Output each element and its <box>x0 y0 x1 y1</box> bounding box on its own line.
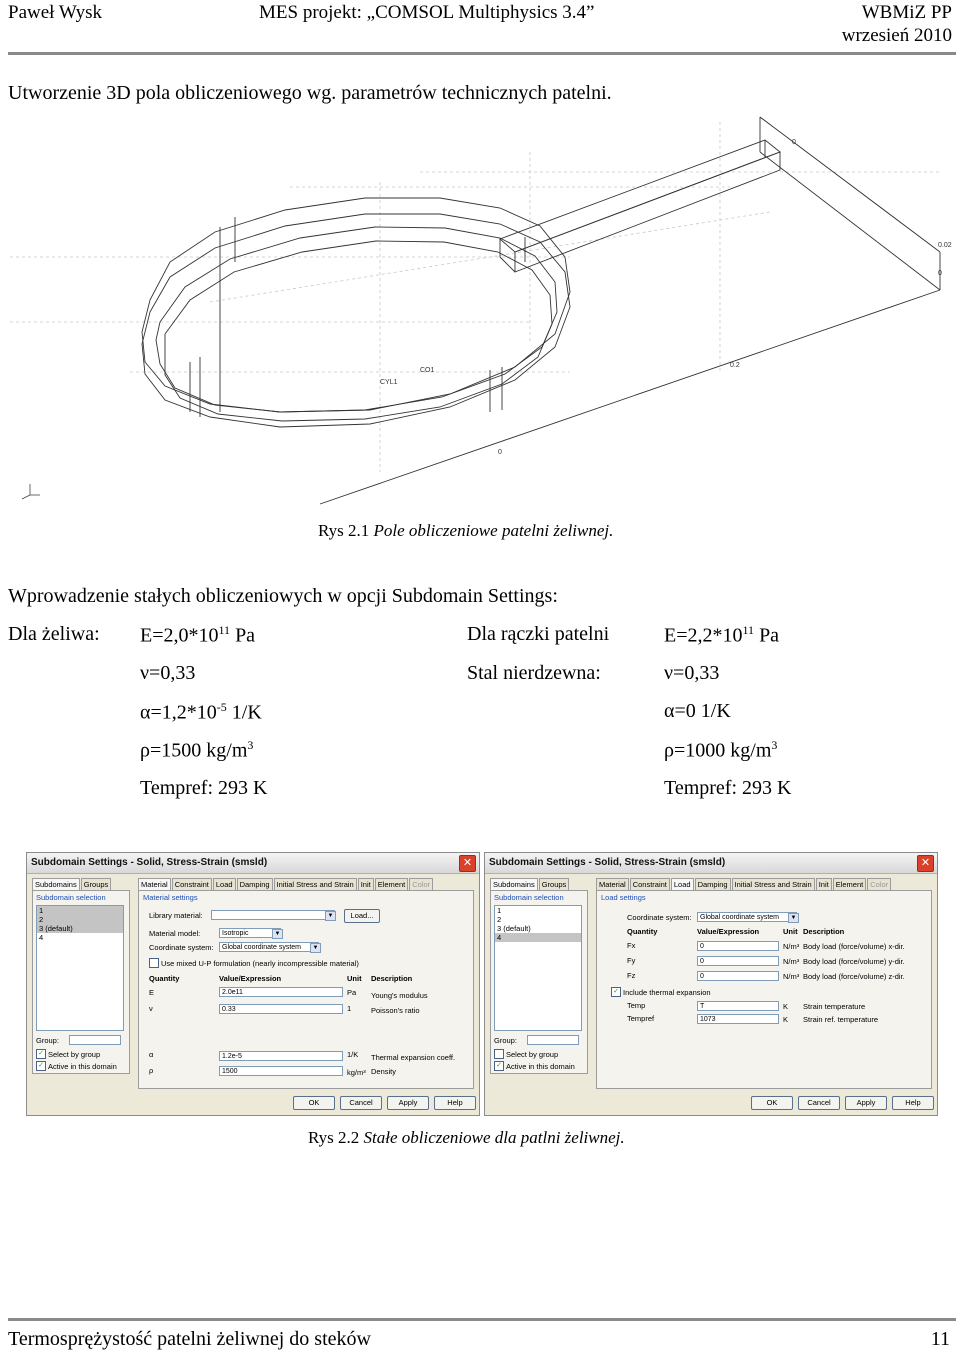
subdomain-item[interactable]: 2 <box>37 915 123 924</box>
tab-damping[interactable]: Damping <box>695 878 731 890</box>
quantity-symbol: ρ <box>149 1066 154 1075</box>
cast-iron-label: Dla żeliwa: <box>8 623 100 645</box>
subdomain-item[interactable]: 3 (default) <box>497 924 531 933</box>
library-material-label: Library material: <box>149 911 203 920</box>
figure2-caption: Rys 2.2 Stałe obliczeniowe dla patlni żeliwnej. <box>308 1128 625 1147</box>
cast-iron-alpha: $\alpha=1,2*10^{-5}$ 1/K <box>140 700 262 724</box>
header-author: Paweł Wysk <box>8 2 103 23</box>
steel-rho: ρ=1000 $kg/m^3$ <box>664 738 778 762</box>
close-icon[interactable]: ✕ <box>459 855 476 872</box>
subdomain-list[interactable] <box>494 905 582 1031</box>
coordinate-system-select[interactable]: Global coordinate system <box>219 942 319 952</box>
tab-element[interactable]: Element <box>375 878 409 890</box>
description-text: Body load (force/volume) x-dir. <box>803 942 905 951</box>
subdomain-panel <box>32 890 130 1074</box>
tab-load[interactable]: Load <box>671 878 694 890</box>
subdomain-item[interactable]: 2 <box>497 915 502 924</box>
chevron-down-icon[interactable]: ▼ <box>272 929 283 939</box>
load-settings-heading: Load settings <box>601 893 646 902</box>
axis-label-0b: 0 <box>938 270 942 277</box>
col-unit: Unit <box>783 927 798 936</box>
group-select[interactable] <box>527 1035 579 1045</box>
label-cyl1: CYL1 <box>380 379 398 386</box>
label-co1: CO1 <box>420 367 435 374</box>
tab-color[interactable]: Color <box>409 878 433 890</box>
steel-tempref: Tempref: 293 K <box>664 777 792 799</box>
material-model-label: Material model: <box>149 929 201 938</box>
header-date: wrzesień 2010 <box>841 25 952 46</box>
unit-text: N/m³ <box>783 972 800 981</box>
cast-iron-tempref: Tempref: 293 K <box>140 777 268 799</box>
group-select[interactable] <box>69 1035 121 1045</box>
ok-button[interactable]: OK <box>293 1096 335 1110</box>
tab-element[interactable]: Element <box>833 878 867 890</box>
tab-constraint[interactable]: Constraint <box>172 878 212 890</box>
subdomain-item[interactable]: 4 <box>39 933 44 942</box>
body-load-y-input[interactable]: 0 <box>697 956 779 966</box>
cast-iron-nu: ν=0,33 <box>140 662 196 684</box>
subdomain-item[interactable]: 4 <box>495 933 581 942</box>
ok-button[interactable]: OK <box>751 1096 793 1110</box>
cast-iron-E: $E=2,0*10^{11}$ Pa <box>140 623 256 647</box>
subdomain-item[interactable]: 1 <box>37 906 123 915</box>
unit-text: Pa <box>347 988 357 997</box>
body-load-z-input[interactable]: 0 <box>697 971 779 981</box>
section-intro: Wprowadzenie stałych obliczeniowych w opcji Subdomain Settings: <box>8 585 558 607</box>
axis-label-02: 0.2 <box>730 362 740 369</box>
apply-button[interactable]: Apply <box>387 1096 429 1110</box>
col-quantity: Quantity <box>149 974 180 983</box>
subdomain-list[interactable] <box>36 905 124 1031</box>
steel-E: $E=2,2*10^{11}$ Pa <box>664 623 780 647</box>
youngs-modulus-input[interactable]: 2.0e11 <box>219 987 343 997</box>
subdomain-settings-dialog-material <box>26 852 480 1116</box>
footer-rule <box>8 1318 956 1321</box>
col-description: Description <box>803 927 845 936</box>
help-button[interactable]: Help <box>892 1096 934 1110</box>
axis-label-0a: 0 <box>792 139 796 146</box>
tab-init[interactable]: Init <box>358 878 374 890</box>
subdomain-selection-heading: Subdomain selection <box>36 893 106 902</box>
select-by-group-checkbox[interactable]: ✓ Select by group <box>36 1049 100 1059</box>
unit-text: N/m³ <box>783 942 800 951</box>
chevron-down-icon[interactable]: ▼ <box>310 943 321 953</box>
axis-label-0c: 0 <box>498 449 502 456</box>
handle-label: Dla rączki patelni <box>467 623 610 645</box>
tab-initial-stress[interactable]: Initial Stress and Strain <box>732 878 815 890</box>
cancel-button[interactable]: Cancel <box>798 1096 840 1110</box>
group-label: Group: <box>494 1036 517 1045</box>
steel-alpha: α=0 1/K <box>664 700 731 722</box>
unit-text: K <box>783 1002 789 1011</box>
tab-initial-stress[interactable]: Initial Stress and Strain <box>274 878 357 890</box>
steel-nu: ν=0,33 <box>664 662 720 684</box>
tab-subdomains[interactable]: Subdomains <box>490 878 538 890</box>
col-unit: Unit <box>347 974 362 983</box>
tab-color[interactable]: Color <box>867 878 891 890</box>
page-number: 11 <box>930 1328 950 1350</box>
body-load-x-input[interactable]: 0 <box>697 941 779 951</box>
coordinate-system-select[interactable]: Global coordinate system <box>697 912 797 922</box>
coordinate-system-label: Coordinate system: <box>149 943 214 952</box>
subdomain-panel <box>490 890 588 1074</box>
description-text: Thermal expansion coeff. <box>371 1053 456 1062</box>
strain-ref-temperature-input[interactable]: 1073 <box>697 1014 779 1024</box>
library-material-select[interactable] <box>211 910 335 920</box>
description-text: Young's modulus <box>371 991 428 1000</box>
col-value: Value/Expression <box>219 974 282 983</box>
quantity-symbol: Fz <box>627 971 636 980</box>
quantity-symbol: ν <box>149 1004 153 1013</box>
active-in-domain-checkbox[interactable]: ✓ Active in this domain <box>36 1061 117 1071</box>
quantity-symbol: α <box>149 1050 154 1059</box>
tab-damping[interactable]: Damping <box>237 878 273 890</box>
col-quantity: Quantity <box>627 927 658 936</box>
quantity-symbol: E <box>149 988 155 997</box>
steel-label: Stal nierdzewna: <box>467 662 601 684</box>
cast-iron-rho: ρ=1500 $kg/m^3$ <box>140 738 254 762</box>
quantity-symbol: Temp <box>627 1001 646 1010</box>
load-button[interactable]: Load... <box>344 909 380 923</box>
dialog-title: Subdomain Settings - Solid, Stress-Strain (smsld) <box>27 853 479 874</box>
tab-load[interactable]: Load <box>213 878 236 890</box>
select-by-group-checkbox[interactable]: Select by group <box>494 1049 558 1059</box>
tab-constraint[interactable]: Constraint <box>630 878 670 890</box>
axis-label-002: 0.02 <box>938 242 952 249</box>
tab-init[interactable]: Init <box>816 878 832 890</box>
description-text: Poisson's ratio <box>371 1006 420 1015</box>
cancel-button[interactable]: Cancel <box>340 1096 382 1110</box>
header-project: MES projekt: „COMSOL Multiphysics 3.4” <box>259 2 595 23</box>
chevron-down-icon[interactable]: ▼ <box>325 911 336 921</box>
tab-subdomains[interactable]: Subdomains <box>32 878 80 890</box>
axes-triad-icon <box>22 484 40 499</box>
figure1-caption: Rys 2.1 Pole obliczeniowe patelni żeliwnej. <box>318 521 614 540</box>
close-icon[interactable]: ✕ <box>917 855 934 872</box>
unit-text: 1/K <box>347 1050 359 1059</box>
dialog-title: Subdomain Settings - Solid, Stress-Strain (smsld) <box>485 853 937 874</box>
subdomain-item[interactable]: 3 (default) <box>37 924 123 933</box>
active-in-domain-checkbox[interactable]: ✓ Active in this domain <box>494 1061 575 1071</box>
coordinate-system-label: Coordinate system: <box>627 913 692 922</box>
unit-text: kg/m³ <box>347 1068 366 1077</box>
thermal-expansion-input[interactable]: 1.2e-5 <box>219 1051 343 1061</box>
col-description: Description <box>371 974 413 983</box>
material-model-select[interactable]: Isotropic <box>219 928 281 938</box>
poisson-ratio-input[interactable]: 0.33 <box>219 1004 343 1014</box>
quantity-symbol: Fy <box>627 956 636 965</box>
description-text: Body load (force/volume) z-dir. <box>803 972 905 981</box>
help-button[interactable]: Help <box>434 1096 476 1110</box>
intro-text: Utworzenie 3D pola obliczeniowego wg. parametrów technicznych patelni. <box>8 82 612 104</box>
quantity-symbol: Fx <box>627 941 636 950</box>
subdomain-settings-dialog-load <box>484 852 938 1116</box>
thermal-expansion-checkbox[interactable]: ✓ Include thermal expansion <box>611 987 711 997</box>
description-text: Density <box>371 1067 397 1076</box>
description-text: Body load (force/volume) y-dir. <box>803 957 905 966</box>
subdomain-item[interactable]: 1 <box>497 906 502 915</box>
description-text: Strain ref. temperature <box>803 1015 879 1024</box>
header-institution: WBMiZ PP <box>861 2 952 23</box>
tab-groups[interactable]: Groups <box>539 878 570 890</box>
tab-material[interactable]: Material <box>596 878 629 890</box>
material-settings-heading: Material settings <box>143 893 198 902</box>
tab-groups[interactable]: Groups <box>81 878 112 890</box>
pan-geometry-figure <box>10 112 956 512</box>
density-input[interactable]: 1500 <box>219 1066 343 1076</box>
quantity-symbol: Tempref <box>627 1014 655 1023</box>
description-text: Strain temperature <box>803 1002 866 1011</box>
unit-text: N/m³ <box>783 957 800 966</box>
subdomain-selection-heading: Subdomain selection <box>494 893 564 902</box>
apply-button[interactable]: Apply <box>845 1096 887 1110</box>
group-label: Group: <box>36 1036 59 1045</box>
material-panel <box>138 890 474 1089</box>
header-rule <box>8 52 956 55</box>
unit-text: 1 <box>347 1004 352 1013</box>
tab-material[interactable]: Material <box>138 878 171 890</box>
col-value: Value/Expression <box>697 927 760 936</box>
chevron-down-icon[interactable]: ▼ <box>788 913 799 923</box>
mixed-up-checkbox[interactable]: Use mixed U-P formulation (nearly incompressible material) <box>149 958 359 968</box>
load-panel <box>596 890 932 1089</box>
strain-temperature-input[interactable]: T <box>697 1001 779 1011</box>
footer-title: Termosprężystość patelni żeliwnej do steków <box>8 1328 371 1350</box>
unit-text: K <box>783 1015 789 1024</box>
